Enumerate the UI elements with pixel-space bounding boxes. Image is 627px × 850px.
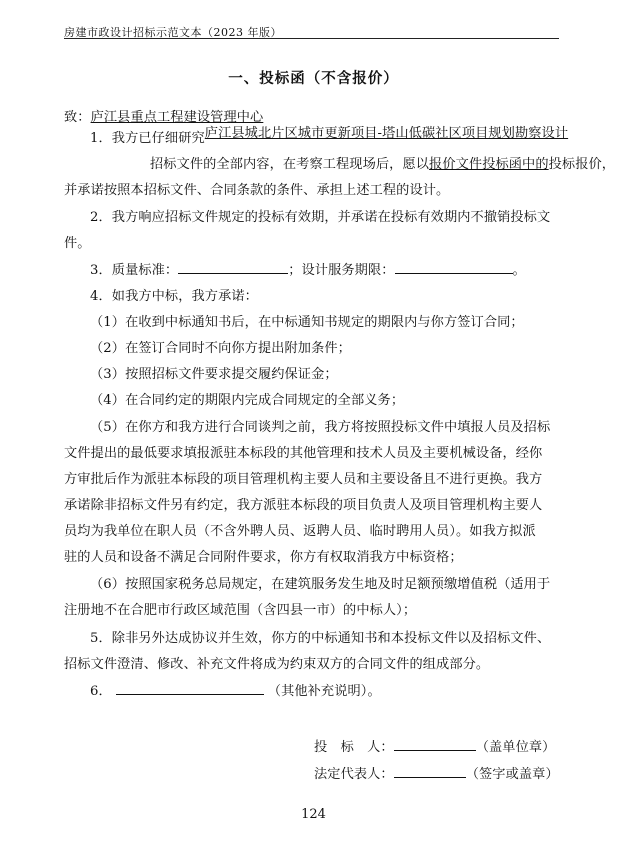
- remarks-blank: [116, 682, 264, 695]
- bidder-signature-line: [314, 736, 555, 755]
- period-label: ；设计服务期限：: [288, 263, 395, 278]
- quality-label: 3．质量标准：: [90, 263, 179, 278]
- addressee-name: 庐江县重点工程建设管理中心: [90, 110, 264, 125]
- commit-6-line2: 注册地不在合肥市行政区域范围（含四县一市）的中标人）；: [64, 603, 417, 618]
- rep-note: （签字或盖章）: [465, 767, 559, 782]
- para1-text: 1．我方已仔细研究: [90, 131, 205, 146]
- para1-text-d: 投标报价，: [548, 157, 616, 172]
- commit-5-line5: 员均为我单位在职人员（不含外聘人员、返聘人员、临时聘用人员）。如我方拟派: [64, 524, 536, 539]
- commit-5-line4: 承诺除非招标文件另有约定，我方派驻本标段的项目负责人及项目管理机构主要人: [64, 498, 543, 513]
- commit-1: （1）在收到中标通知书后，在中标通知书规定的期限内与你方签订合同；: [90, 315, 524, 330]
- para1-line3: 并承诺按照本招标文件、合同条款的条件、承担上述工程的设计。: [64, 183, 450, 198]
- para6-number: 6．: [90, 684, 112, 699]
- commit-5-line3: 方审批后作为派驻本标段的项目管理机构主要人员和主要设备且不进行更换。我方: [64, 472, 543, 487]
- running-header: 房建市政设计招标示范文本（2023 年版）: [64, 26, 282, 39]
- header-rule: [64, 38, 559, 39]
- addressee-prefix: 致：: [64, 110, 91, 125]
- quality-blank: [178, 261, 288, 274]
- para6: [90, 680, 381, 699]
- para5-line1: 5．除非另外达成协议并生效，你方的中标通知书和本投标文件以及招标文件、: [90, 631, 551, 646]
- para1-text-b: 招标文件的全部内容，在考察工程现场后，愿以: [150, 157, 430, 172]
- para1-line2: [150, 153, 615, 172]
- commit-2: （2）在签订合同时不向你方提出附加条件；: [90, 341, 351, 356]
- price-ref: 报价文件投标函中的: [429, 157, 549, 172]
- rep-signature-line: [314, 763, 559, 782]
- bidder-label: 投 标 人：: [314, 740, 394, 755]
- page-number: 124: [301, 807, 326, 822]
- project-name: 庐江县城北片区城市更新项目-塔山低碳社区项目规划勘察设计: [204, 126, 569, 141]
- commit-5-line1: （5）在你方和我方进行合同谈判之前，我方将按照投标文件中填报人员及招标: [90, 420, 551, 435]
- commit-4: （4）在合同约定的期限内完成合同规定的全部义务；: [90, 393, 405, 408]
- commit-5-line2: 文件提出的最低要求填报派驻本标段的其他管理和技术人员及主要机械设备，经你: [64, 446, 543, 461]
- commit-5-line6: 驻的人员和设备不满足合同附件要求，你方有权取消我方中标资格；: [64, 550, 463, 565]
- para3-end: 。: [512, 263, 526, 278]
- para2-line2: 件。: [64, 236, 91, 251]
- para5-line2: 招标文件澄清、修改、补充文件将成为约束双方的合同文件的组成部分。: [64, 657, 490, 672]
- commit-3: （3）按照招标文件要求提交履约保证金；: [90, 367, 338, 382]
- bidder-note: （盖单位章）: [475, 740, 556, 755]
- para2-line1: 2．我方响应招标文件规定的投标有效期，并承诺在投标有效期内不撤销投标文: [90, 210, 551, 225]
- para1-line1: [90, 127, 584, 147]
- rep-blank: [394, 765, 466, 778]
- rep-label: 法定代表人：: [314, 767, 394, 782]
- para6-note: （其他补充说明）。: [267, 684, 381, 699]
- page-title: 一、投标函（不含报价）: [228, 70, 399, 87]
- para4-intro: 4．如我方中标，我方承诺：: [90, 289, 258, 304]
- para3: [90, 259, 526, 278]
- bidder-blank: [394, 738, 476, 751]
- period-blank: [395, 261, 513, 274]
- commit-6-line1: （6）按照国家税务总局规定，在建筑服务发生地及时足额预缴增值税（适用于: [90, 577, 551, 592]
